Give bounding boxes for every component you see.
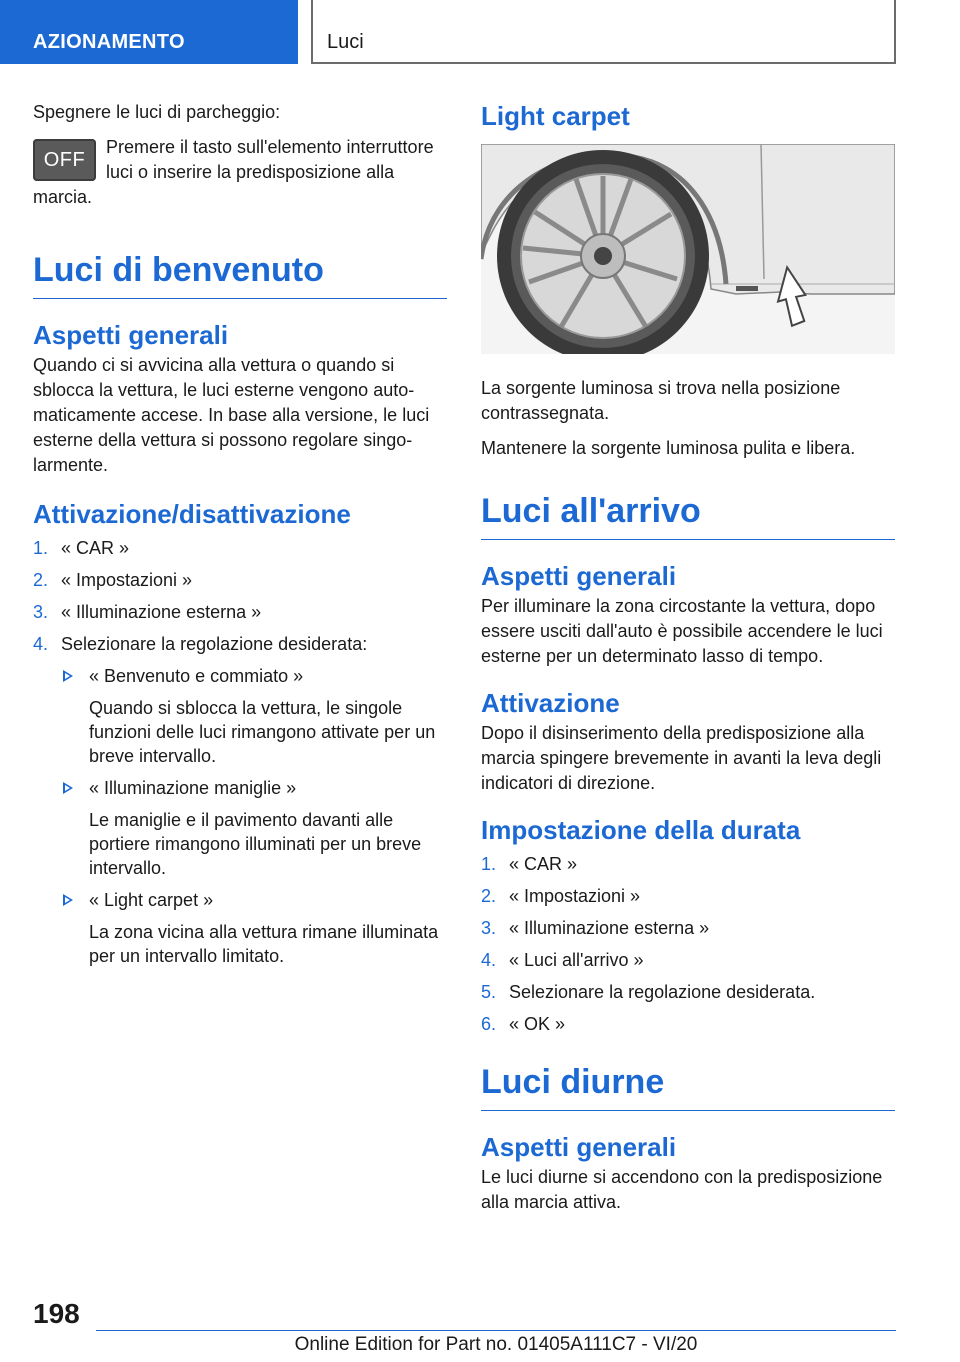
arrival-general-text: Per illuminare la zona circostante la vettura, dopo essere usciti dall'auto è possibile accendere le luci esterne per un determinato lasso di tempo. [481, 596, 883, 666]
list-item: 4. Selezionare la regolazione desiderata: « Benvenuto e commiato » Quando si sblocca la vettura, le singole funzioni delle luci rimangono attivate per un breve intervallo. « Illuminazione maniglie » Le maniglie e il pavimento davanti alle portiere rimangono illuminati per un breve intervallo. « Light carpet » La zona vicina alla vettura rimane illuminata per un intervallo limitato. [33, 632, 447, 968]
list-item: 2. « Impostazioni » [33, 570, 193, 590]
heading-daytime-general: Aspetti generali [481, 1132, 677, 1162]
off-button-icon: OFF [33, 139, 96, 181]
heading-arrival-activation: Attivazione [481, 688, 620, 718]
heading-duration: Impostazione della durata [481, 815, 801, 845]
list-item: 5. Selezionare la regolazione desiderata. [481, 982, 816, 1002]
bullet-triangle-icon [63, 894, 73, 906]
heading-arrival-lights: Luci all'arrivo [481, 491, 895, 540]
list-item: 3. « Illuminazione esterna » [481, 918, 710, 938]
page-number: 198 [33, 1298, 80, 1329]
arrival-activation-text: Dopo il disinserimento della predisposizione alla marcia spingere brevemente in avanti la leva degli indicatori di direzione. [481, 723, 882, 793]
list-item: 6. « OK » [481, 1014, 566, 1034]
daytime-text: Le luci diurne si accendono con la predisposizione alla marcia attiva. [481, 1167, 883, 1212]
list-item: 4. « Luci all'arrivo » [481, 950, 644, 970]
heading-welcome-lights: Luci di benvenuto [33, 250, 447, 299]
option-item: « Benvenuto e commiato » Quando si sblocca la vettura, le singole funzioni delle luci rimangono attivate per un breve intervallo. [61, 664, 447, 768]
heading-activation: Attivazione/disattivazione [33, 499, 351, 529]
option-item: « Light carpet » La zona vicina alla vettura rimane illuminata per un intervallo limitato. [61, 888, 447, 968]
off-instruction [33, 135, 447, 210]
list-item: 3. « Illuminazione esterna » [33, 602, 262, 622]
options-list [61, 664, 447, 968]
bullet-triangle-icon [63, 670, 73, 682]
list-item: 2. « Impostazioni » [481, 886, 641, 906]
off-text: Premere il tasto sull'elemento interruttore luci o inserire la predisposizione alla marcia. [33, 137, 434, 207]
footer-edition: Online Edition for Part no. 01405A111C7 - VI/20 [294, 1334, 698, 1355]
heading-daytime-lights: Luci diurne [481, 1062, 895, 1111]
section-title: AZIONAMENTO [33, 31, 185, 53]
bullet-triangle-icon [63, 782, 73, 794]
car-wheel-illustration [481, 144, 895, 354]
list-item: 1. « CAR » [481, 854, 578, 874]
light-carpet-text-1: La sorgente luminosa si trova nella posizione contrassegnata. [481, 378, 841, 423]
heading-general: Aspetti generali [33, 320, 229, 350]
general-text: Quando ci si avvicina alla vettura o quando si sblocca la vettura, le luci esterne vengono automaticamente accese. In base alla versione, le luci esterne della vettura si possono regolare singolarmente. [33, 355, 430, 475]
chapter-title: Luci [327, 31, 364, 53]
section-tab [0, 0, 298, 64]
intro-text: Spegnere le luci di parcheggio: [33, 102, 281, 122]
heading-light-carpet: Light carpet [481, 101, 630, 131]
heading-arrival-general: Aspetti generali [481, 561, 677, 591]
activation-steps [33, 536, 447, 968]
duration-steps [481, 852, 895, 1036]
footer-divider [96, 1330, 896, 1331]
left-column [33, 100, 447, 976]
option-item: « Illuminazione maniglie » Le maniglie e il pavimento davanti alle portiere rimangono illuminati per un breve intervallo. [61, 776, 447, 880]
right-column [481, 100, 895, 1225]
chapter-tab [311, 0, 896, 64]
light-carpet-text-2: Mantenere la sorgente luminosa pulita e libera. [481, 438, 856, 458]
list-item: 1. « CAR » [33, 538, 130, 558]
